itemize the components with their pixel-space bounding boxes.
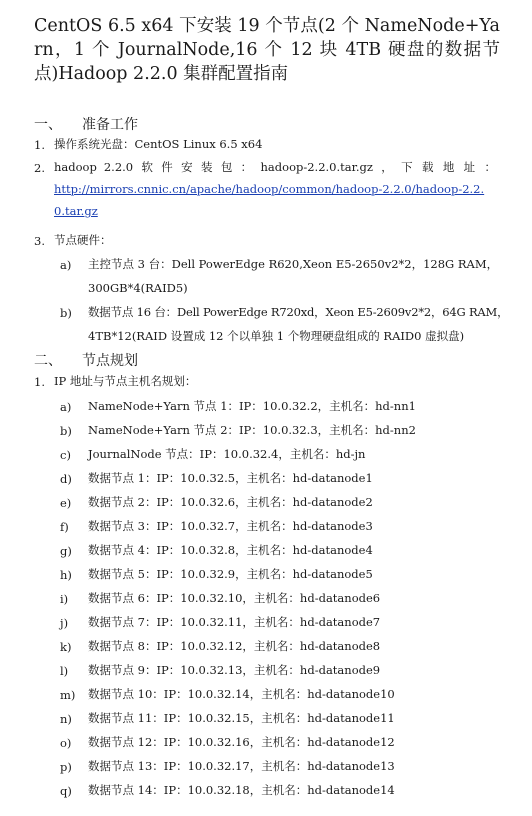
list-marker: g) bbox=[60, 544, 72, 558]
list-marker: k) bbox=[60, 640, 72, 654]
list-item-package bbox=[34, 161, 504, 227]
list-marker: q) bbox=[60, 784, 72, 798]
list-marker: o) bbox=[60, 736, 72, 750]
package-label: 软件安装包： bbox=[140, 160, 261, 174]
hw-line: 4TB*12(RAID 设置成 12 个以单独 1 个物理硬盘组成的 RAID0 虚拟盘) bbox=[88, 329, 465, 343]
list-marker: f) bbox=[60, 520, 69, 534]
list-marker: n) bbox=[60, 712, 72, 726]
download-label: 下载地址： bbox=[401, 160, 505, 174]
list-marker: 2. bbox=[34, 161, 45, 175]
list-text: 数据节点 2：IP：10.0.32.6，主机名：hd-datanode2 bbox=[88, 495, 373, 509]
list-marker: h) bbox=[60, 568, 72, 582]
section-number: 二、 bbox=[34, 353, 62, 369]
list-text: NameNode+Yarn 节点 2：IP：10.0.32.3，主机名：hd-nn2 bbox=[88, 423, 416, 437]
list-text: 数据节点 12：IP：10.0.32.16，主机名：hd-datanode12 bbox=[88, 735, 395, 749]
package-comma: ， bbox=[379, 160, 395, 174]
list-marker: 3. bbox=[34, 234, 45, 248]
list-marker: c) bbox=[60, 448, 71, 462]
list-text: 数据节点 6：IP：10.0.32.10，主机名：hd-datanode6 bbox=[88, 591, 381, 605]
section-heading-prep bbox=[34, 114, 138, 134]
list-text: 操作系统光盘：CentOS Linux 6.5 x64 bbox=[54, 137, 263, 151]
list-text: 数据节点 4：IP：10.0.32.8，主机名：hd-datanode4 bbox=[88, 543, 373, 557]
list-text: 数据节点 1：IP：10.0.32.5，主机名：hd-datanode1 bbox=[88, 471, 373, 485]
list-text: 数据节点 11：IP：10.0.32.15，主机名：hd-datanode11 bbox=[88, 711, 395, 725]
download-link-continued[interactable]: 0.tar.gz bbox=[54, 204, 98, 218]
list-item-datanode-hw bbox=[60, 305, 509, 352]
section-heading-plan bbox=[34, 350, 138, 370]
list-text: IP 地址与节点主机名规划： bbox=[54, 374, 197, 388]
list-text: 数据节点 13：IP：10.0.32.17，主机名：hd-datanode13 bbox=[88, 759, 395, 773]
hw-line: 300GB*4(RAID5) bbox=[88, 281, 188, 295]
download-link[interactable]: http://mirrors.cnnic.cn/apache/hadoop/common/hadoop-2.2.0/hadoop-2.2. bbox=[54, 182, 485, 196]
list-marker: d) bbox=[60, 472, 72, 486]
section-number: 一、 bbox=[34, 117, 62, 133]
list-marker: a) bbox=[60, 400, 72, 414]
list-marker: i) bbox=[60, 592, 69, 606]
list-text: 数据节点 9：IP：10.0.32.13，主机名：hd-datanode9 bbox=[88, 663, 381, 677]
list-text: 数据节点 7：IP：10.0.32.11，主机名：hd-datanode7 bbox=[88, 615, 381, 629]
section-label: 节点规划 bbox=[82, 353, 138, 369]
list-text: 数据节点 10：IP：10.0.32.14，主机名：hd-datanode10 bbox=[88, 687, 395, 701]
package-name: hadoop bbox=[54, 160, 97, 174]
list-marker: l) bbox=[60, 664, 69, 678]
hw-line: 主控节点 3 台：Dell PowerEdge R620,Xeon E5-2650v2*2，128G RAM， bbox=[88, 257, 499, 271]
list-text: 节点硬件： bbox=[54, 233, 112, 247]
document-title: CentOS 6.5 x64 下安装 19 个节点(2 个 NameNode+Yarn，1 个 JournalNode,16 个 12 块 4TB 硬盘的数据节点)Hadoop 2.2.0 集群配置指南 bbox=[34, 16, 500, 84]
package-version: 2.2.0 bbox=[103, 160, 134, 174]
list-marker: p) bbox=[60, 760, 72, 774]
list-marker: b) bbox=[60, 424, 72, 438]
package-line bbox=[54, 156, 504, 178]
list-text: 数据节点 14：IP：10.0.32.18，主机名：hd-datanode14 bbox=[88, 783, 395, 797]
list-marker: a) bbox=[60, 258, 72, 272]
list-marker: j) bbox=[60, 616, 69, 630]
list-text: 数据节点 5：IP：10.0.32.9，主机名：hd-datanode5 bbox=[88, 567, 373, 581]
list-text: JournalNode 节点：IP：10.0.32.4，主机名：hd-jn bbox=[88, 447, 366, 461]
list-text: 数据节点 8：IP：10.0.32.12，主机名：hd-datanode8 bbox=[88, 639, 381, 653]
list-item-master-hw bbox=[60, 258, 505, 304]
package-file: hadoop-2.2.0.tar.gz bbox=[260, 160, 373, 174]
list-marker: 1. bbox=[34, 138, 45, 152]
list-text: 数据节点 3：IP：10.0.32.7，主机名：hd-datanode3 bbox=[88, 519, 373, 533]
list-text: NameNode+Yarn 节点 1：IP：10.0.32.2，主机名：hd-nn1 bbox=[88, 399, 416, 413]
hw-line: 数据节点 16 台：Dell PowerEdge R720xd，Xeon E5-2609v2*2，64G RAM， bbox=[88, 305, 509, 319]
section-label: 准备工作 bbox=[82, 117, 138, 133]
list-marker: m) bbox=[60, 688, 76, 702]
list-marker: e) bbox=[60, 496, 72, 510]
list-marker: 1. bbox=[34, 375, 45, 389]
list-marker: b) bbox=[60, 306, 72, 320]
